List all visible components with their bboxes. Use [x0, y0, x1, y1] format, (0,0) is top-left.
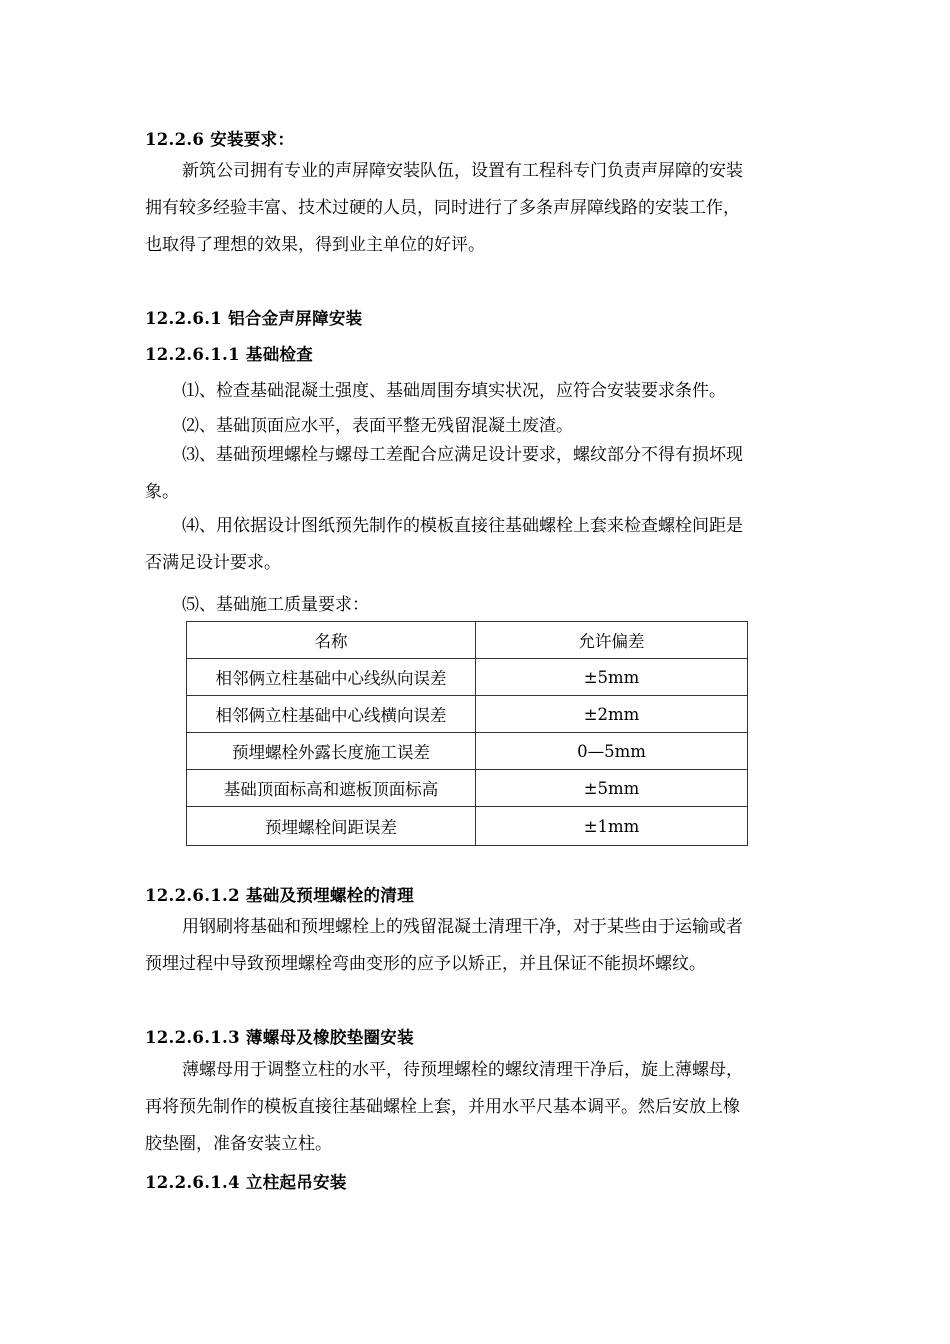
table-cell: 预埋螺栓外露长度施工误差: [187, 733, 476, 770]
paragraph-line: 预埋过程中导致预埋螺栓弯曲变形的应予以矫正，并且保证不能损坏螺纹。: [145, 954, 706, 974]
subsection-heading: 12.2.6.1.4 立柱起吊安装: [145, 1173, 347, 1192]
table-row: [187, 659, 748, 696]
table-row: [187, 696, 748, 733]
table-cell: 0—5mm: [476, 733, 748, 770]
table-header-cell: 允许偏差: [476, 622, 748, 659]
list-item: ⑵、基础顶面应水平，表面平整无残留混凝土废渣。: [182, 416, 573, 436]
quality-requirements-table: [186, 621, 748, 846]
nut-gasket-paragraph: [145, 1052, 809, 1163]
table-header-cell: 名称: [187, 622, 476, 659]
table-cell: 预埋螺栓间距误差: [187, 807, 476, 846]
paragraph-line: 再将预先制作的模板直接往基础螺栓上套，并用水平尺基本调平。然后安放上橡: [145, 1097, 740, 1117]
list-item: [145, 508, 809, 582]
table-row: [187, 807, 748, 846]
table-cell: 相邻俩立柱基础中心线横向误差: [187, 696, 476, 733]
paragraph-line: ⑶、基础预埋螺栓与螺母工差配合应满足设计要求，螺纹部分不得有损坏现: [182, 445, 743, 465]
table-cell: ±2mm: [476, 696, 748, 733]
subsection-heading: 12.2.6.1 铝合金声屏障安装: [145, 309, 363, 328]
table-cell: ±5mm: [476, 770, 748, 807]
cleaning-paragraph: [145, 909, 809, 983]
section-heading: 12.2.6 安装要求：: [145, 130, 295, 149]
paragraph-line: 薄螺母用于调整立柱的水平，待预埋螺栓的螺纹清理干净后，旋上薄螺母，: [182, 1060, 743, 1080]
list-item: ⑴、检查基础混凝土强度、基础周围夯填实状况，应符合安装要求条件。: [182, 381, 726, 401]
table-row: [187, 770, 748, 807]
subsection-heading: 12.2.6.1.2 基础及预埋螺栓的清理: [145, 886, 414, 905]
paragraph-line: 胶垫圈，准备安装立柱。: [145, 1134, 332, 1154]
paragraph-line: 也取得了理想的效果，得到业主单位的好评。: [145, 235, 485, 255]
table-cell: ±1mm: [476, 807, 748, 846]
subsection-heading: 12.2.6.1.3 薄螺母及橡胶垫圈安装: [145, 1028, 414, 1047]
intro-paragraph: [145, 153, 809, 264]
table-cell: 相邻俩立柱基础中心线纵向误差: [187, 659, 476, 696]
list-item: [145, 437, 809, 511]
paragraph-line: 象。: [145, 482, 179, 502]
table-cell: ±5mm: [476, 659, 748, 696]
paragraph-line: 拥有较多经验丰富、技术过硬的人员，同时进行了多条声屏障线路的安装工作，: [145, 198, 740, 218]
paragraph-line: 新筑公司拥有专业的声屏障安装队伍，设置有工程科专门负责声屏障的安装: [182, 161, 743, 181]
paragraph-line: ⑷、用依据设计图纸预先制作的模板直接往基础螺栓上套来检查螺栓间距是: [182, 516, 743, 536]
table-row: [187, 733, 748, 770]
subsection-heading: 12.2.6.1.1 基础检查: [145, 345, 314, 364]
paragraph-line: 用钢刷将基础和预埋螺栓上的残留混凝土清理干净，对于某些由于运输或者: [182, 917, 743, 937]
list-item: ⑸、基础施工质量要求：: [182, 595, 369, 615]
table-header-row: [187, 622, 748, 659]
paragraph-line: 否满足设计要求。: [145, 553, 281, 573]
table-cell: 基础顶面标高和遮板顶面标高: [187, 770, 476, 807]
